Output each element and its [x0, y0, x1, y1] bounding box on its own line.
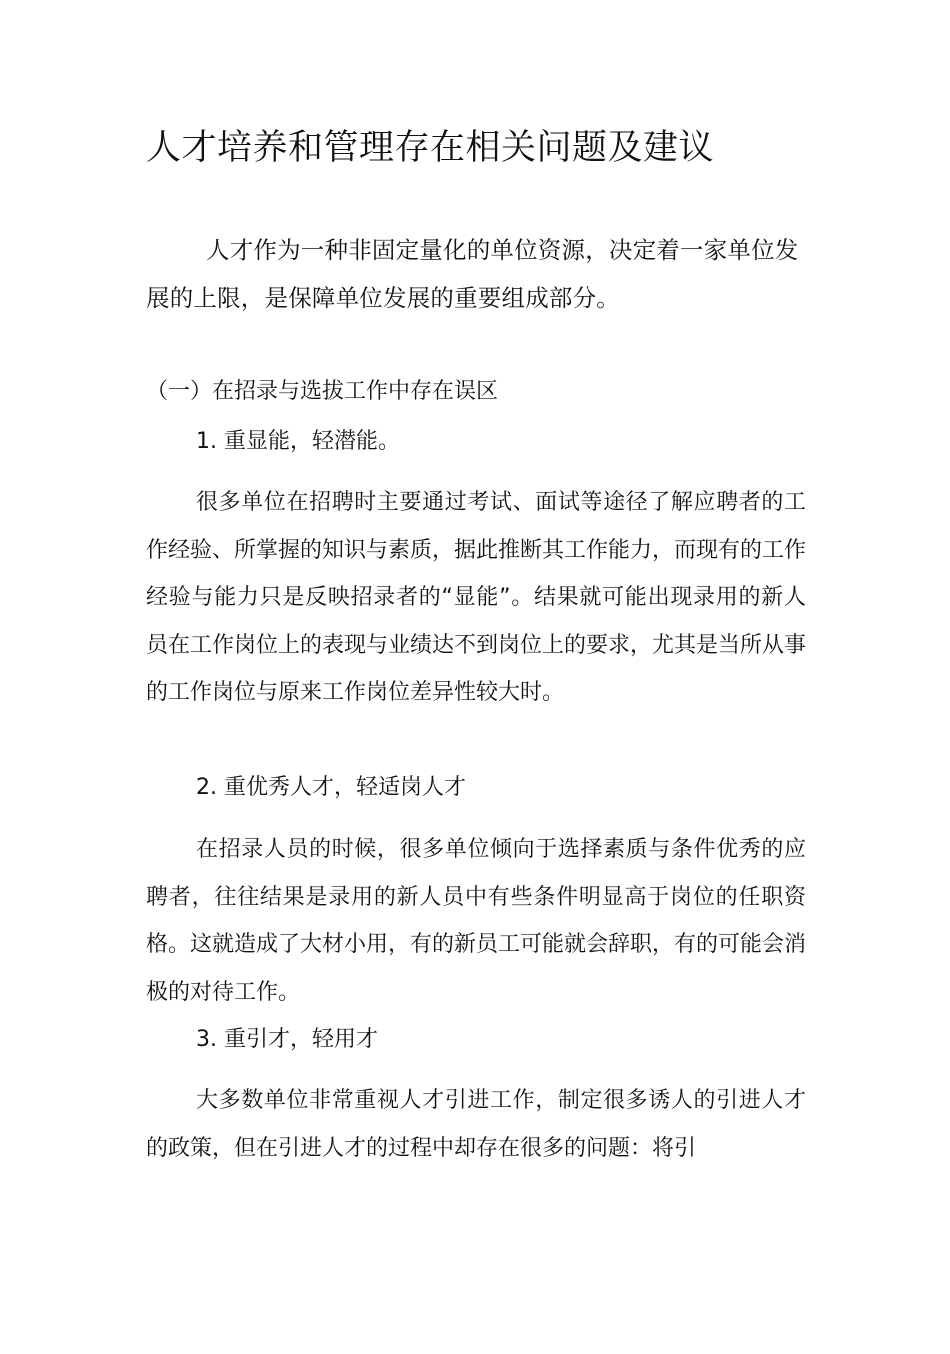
intro-paragraph: 人才作为一种非固定量化的单位资源，决定着一家单位发展的上限，是保障单位发展的重要组成部分。 [146, 236, 799, 312]
item-3-body: 大多数单位非常重视人才引进工作，制定很多诱人的引进人才的政策，但在引进人才的过程中却存在很多的问题：将引 [146, 1088, 806, 1161]
section-heading: （一）在招录与选拔工作中存在误区 [146, 379, 499, 404]
item-2-body: 在招录人员的时候，很多单位倾向于选择素质与条件优秀的应聘者，往往结果是录用的新人员中有些条件明显高于岗位的任职资格。这就造成了大材小用，有的新员工可能就会辞职，有的可能会消极的对待工作。 [146, 837, 807, 1005]
item-1-body: 很多单位在招聘时主要通过考试、面试等途径了解应聘者的工作经验、所掌握的知识与素质，据此推断其工作能力，而现有的工作经验与能力只是反映招录者的“显能”。结果就可能出现录用的新人员在工作岗位上的表现与业绩达不到岗位上的要求，尤其是当所从事的工作岗位与原来工作岗位差异性较大时。 [146, 490, 807, 706]
document-title: 人才培养和管理存在相关问题及建议 [146, 128, 715, 168]
item-3-heading: 3. 重引才，轻用才 [196, 1027, 378, 1052]
item-1-heading: 1. 重显能，轻潜能。 [196, 429, 400, 454]
item-2-heading: 2. 重优秀人才，轻适岗人才 [196, 775, 466, 800]
